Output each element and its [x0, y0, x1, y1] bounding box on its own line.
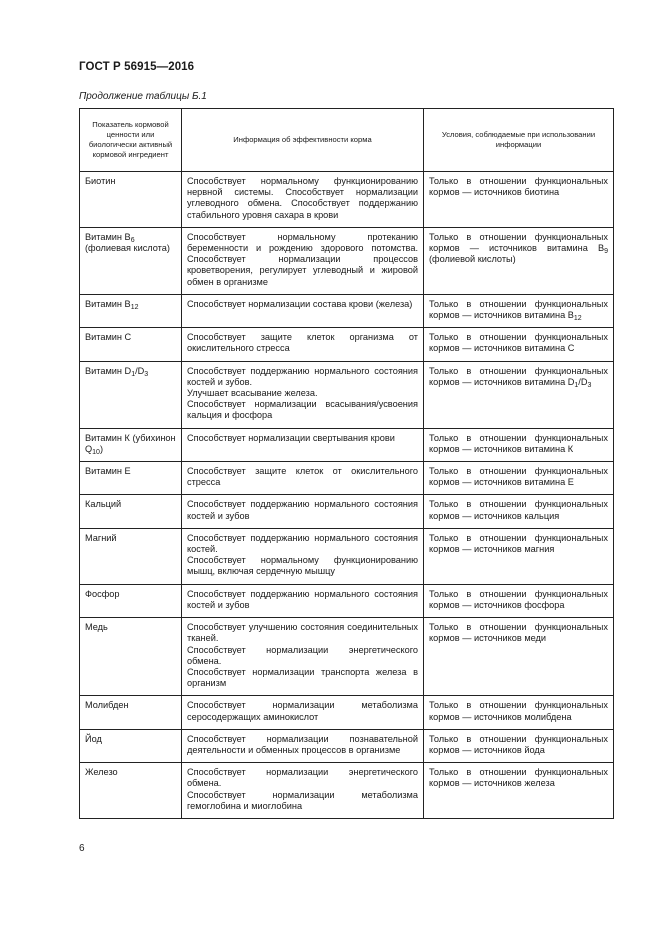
- cell-text: Витамин Е: [85, 466, 131, 477]
- cell-ingredient: [80, 618, 182, 696]
- header-information: Информация об эффективности корма: [182, 109, 424, 172]
- cell-text: Способствует нормализации метаболизма гемоглобина и миоглобина: [187, 789, 418, 811]
- table-header-row: [80, 109, 614, 172]
- table-row: [80, 428, 614, 461]
- cell-ingredient: [80, 763, 182, 819]
- cell-ingredient: [80, 528, 182, 584]
- cell-text: Только в отношении функциональных кормов — источников биотина: [429, 176, 608, 198]
- table-row: [80, 462, 614, 495]
- table-row: [80, 729, 614, 762]
- table-row: [80, 361, 614, 428]
- page-number: 6: [79, 843, 85, 854]
- cell-ingredient: [80, 294, 182, 327]
- table-row: [80, 584, 614, 617]
- cell-cond: [424, 361, 614, 428]
- header-ingredient: Показатель кормовой ценности или биологически активный кормовой ингредиент: [80, 109, 182, 172]
- cell-ingredient: [80, 495, 182, 528]
- cell-info: [182, 618, 424, 696]
- cell-text: Улучшает всасывание железа.: [187, 388, 318, 399]
- cell-text: Витамин $D_1/D_3$: [85, 365, 149, 378]
- cell-ingredient: [80, 328, 182, 361]
- cell-text: Кальций: [85, 499, 122, 510]
- cell-cond: [424, 618, 614, 696]
- document-title: ГОСТ Р 56915—2016: [79, 61, 195, 73]
- cell-ingredient: [80, 584, 182, 617]
- cell-cond: [424, 227, 614, 294]
- cell-ingredient: [80, 428, 182, 461]
- cell-text: Способствует поддержанию нормального состояния костей и зубов.: [187, 365, 418, 387]
- cell-info: [182, 361, 424, 428]
- cell-text: Способствует поддержанию нормального состояния костей.: [187, 532, 418, 555]
- cell-cond: [424, 495, 614, 528]
- table-row: [80, 495, 614, 528]
- cell-text: Железо: [85, 767, 118, 778]
- cell-cond: [424, 172, 614, 228]
- cell-text: Способствует поддержанию нормального состояния костей и зубов: [187, 588, 418, 610]
- cell-text: Способствует нормализации состава крови (железа): [187, 298, 413, 309]
- table-row: [80, 618, 614, 696]
- cell-text: Способствует поддержанию нормального состояния костей и зубов: [187, 499, 418, 521]
- cell-text: Только в отношении функциональных кормов — источников витамина $D_1/D_3$: [429, 365, 608, 389]
- table-body: [80, 172, 614, 819]
- table-row: [80, 328, 614, 361]
- cell-text: Способствует нормализации метаболизма серосодержащих аминокислот: [187, 700, 418, 722]
- table-row: [80, 763, 614, 819]
- cell-text: Только в отношении функциональных кормов — источников витамина К: [429, 432, 608, 454]
- nutrition-claims-table: [79, 108, 614, 819]
- table-row: [80, 696, 614, 729]
- cell-cond: [424, 763, 614, 819]
- cell-cond: [424, 584, 614, 617]
- cell-cond: [424, 328, 614, 361]
- cell-text: Магний: [85, 532, 117, 543]
- cell-info: [182, 428, 424, 461]
- cell-cond: [424, 528, 614, 584]
- cell-text: Способствует нормальному функционированию нервной системы. Способствует нормализации углеводного обмена. Способствует поддержанию стабильного уровня сахара в крови: [187, 176, 418, 220]
- header-conditions: Условия, соблюдаемые при использовании информации: [424, 109, 614, 172]
- cell-cond: [424, 294, 614, 327]
- table-row: [80, 294, 614, 327]
- cell-text: Йод: [85, 733, 102, 744]
- cell-text: Способствует нормализации транспорта железа в организм: [187, 666, 418, 689]
- cell-ingredient: [80, 462, 182, 495]
- cell-text: Витамин С: [85, 332, 132, 343]
- cell-info: [182, 227, 424, 294]
- cell-cond: [424, 696, 614, 729]
- cell-text: Витамин К (убихинон $Q_{10}$): [85, 432, 176, 456]
- table-caption: Продолжение таблицы Б.1: [79, 91, 207, 102]
- cell-info: [182, 462, 424, 495]
- cell-info: [182, 495, 424, 528]
- cell-ingredient: [80, 361, 182, 428]
- cell-info: [182, 528, 424, 584]
- cell-cond: [424, 428, 614, 461]
- cell-info: [182, 584, 424, 617]
- table-row: [80, 528, 614, 584]
- cell-text: Способствует защите клеток организма от окислительного стресса: [187, 332, 418, 354]
- cell-text: Способствует нормализации свертывания крови: [187, 432, 395, 443]
- cell-text: Только в отношении функциональных кормов — источников витамина С: [429, 332, 608, 354]
- cell-info: [182, 763, 424, 819]
- cell-text: Способствует нормализации энергетического обмена.: [187, 767, 418, 789]
- cell-text: Способствует нормализации всасывания/усвоения кальция и фосфора: [187, 399, 418, 421]
- cell-text: Только в отношении функциональных кормов — источников железа: [429, 767, 608, 789]
- table-row: [80, 172, 614, 228]
- cell-info: [182, 172, 424, 228]
- cell-text: Витамин $B_6$ (фолиевая кислота): [85, 231, 170, 254]
- cell-text: Способствует защите клеток от окислительного стресса: [187, 466, 418, 488]
- cell-text: Способствует улучшению состояния соединительных тканей.: [187, 622, 418, 644]
- cell-info: [182, 729, 424, 762]
- cell-text: Витамин $B_{12}$: [85, 298, 139, 311]
- cell-text: Только в отношении функциональных кормов — источников магния: [429, 532, 608, 555]
- cell-text: Только в отношении функциональных кормов — источников меди: [429, 622, 608, 644]
- cell-ingredient: [80, 172, 182, 228]
- cell-text: Только в отношении функциональных кормов — источников фосфора: [429, 588, 608, 610]
- cell-text: Способствует нормализации познавательной деятельности и обменных процессов в организме: [187, 733, 418, 755]
- cell-text: Способствует нормализации энергетического обмена.: [187, 644, 418, 666]
- cell-text: Биотин: [85, 176, 116, 186]
- cell-ingredient: [80, 696, 182, 729]
- cell-ingredient: [80, 729, 182, 762]
- cell-cond: [424, 729, 614, 762]
- cell-text: Способствует нормальному протеканию беременности и рождению здорового потомства. Способствует нормализации процессов кроветворения, регулирует углеводный и жировой обмен в организме: [187, 231, 418, 287]
- cell-text: Фосфор: [85, 588, 120, 599]
- cell-text: Только в отношении функциональных кормов — источников витамина $B_{12}$: [429, 298, 608, 323]
- cell-text: Только в отношении функциональных кормов — источников молибдена: [429, 700, 608, 722]
- cell-info: [182, 328, 424, 361]
- table-row: [80, 227, 614, 294]
- cell-text: Только в отношении функциональных кормов — источников кальция: [429, 499, 608, 521]
- cell-text: Медь: [85, 622, 108, 633]
- cell-text: Способствует нормальному функционированию мышц, включая сердечную мышцу: [187, 555, 418, 577]
- cell-info: [182, 696, 424, 729]
- cell-cond: [424, 462, 614, 495]
- cell-text: Только в отношении функциональных кормов — источников йода: [429, 733, 608, 755]
- cell-text: Только в отношении функциональных кормов — источников витамина Е: [429, 466, 608, 488]
- cell-ingredient: [80, 227, 182, 294]
- cell-text: Только в отношении функциональных кормов — источников витамина $B_9$ (фолиевой кислоты): [429, 231, 608, 265]
- cell-text: Молибден: [85, 700, 129, 711]
- cell-info: [182, 294, 424, 327]
